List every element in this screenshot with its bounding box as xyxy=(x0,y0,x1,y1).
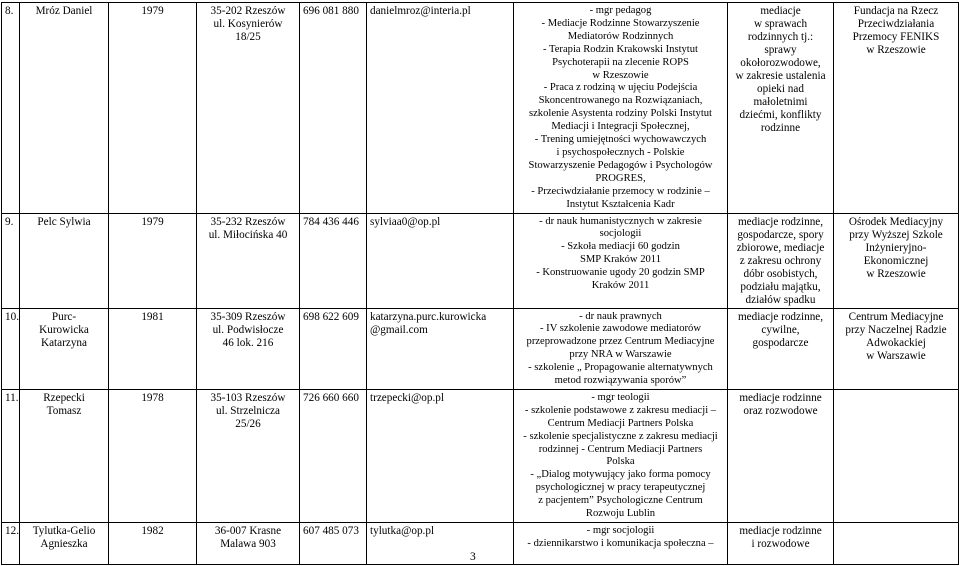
qualifications-line: w Rzeszowie xyxy=(592,69,649,81)
specialization-line: sprawy xyxy=(764,44,797,56)
mediator-name-line: Agnieszka xyxy=(40,538,88,550)
mediator-name-line: Kurowicka xyxy=(39,323,89,336)
mediator-name-cell xyxy=(20,213,109,308)
mediator-name-cell xyxy=(20,523,109,565)
email-address-line[interactable]: danielmroz@interia.pl xyxy=(370,5,471,17)
specialization-cell xyxy=(728,389,834,522)
qualifications-line: - „Dialog motywujący jako forma pomocy xyxy=(530,469,711,481)
qualifications-line: - szkolenie podstawowe z zakresu mediacji – xyxy=(524,404,717,416)
address-line: ul. Strzelnicza xyxy=(216,404,280,417)
birth-year: 1979 xyxy=(141,5,164,17)
address-line: 35-232 Rzeszów xyxy=(210,215,286,228)
qualifications-line: metod rozwiązywania sporów” xyxy=(554,375,687,387)
address-line: 18/25 xyxy=(235,31,261,43)
row-number: 9. xyxy=(5,215,14,228)
qualifications-line: Kraków 2011 xyxy=(591,280,650,292)
table-row xyxy=(2,3,959,214)
address-cell xyxy=(197,308,300,389)
organization-line: Ekonomicznej xyxy=(863,254,929,267)
table-row xyxy=(2,389,959,522)
birth-year: 1979 xyxy=(141,215,164,228)
address-cell xyxy=(197,213,300,308)
phone-number-cell xyxy=(300,523,367,565)
row-number-cell xyxy=(2,213,20,308)
qualifications-line: Rozwoju Lublin xyxy=(585,508,656,520)
mediator-name-cell xyxy=(20,389,109,522)
specialization-line: rodzinne xyxy=(760,122,801,134)
email-address-cell xyxy=(367,213,514,308)
qualifications-line: - Mediacje Rodzinne Stowarzyszenie xyxy=(541,17,700,29)
table-body xyxy=(2,3,959,565)
organization-cell xyxy=(834,308,959,389)
address-line: 35-202 Rzeszów xyxy=(210,5,286,17)
mediator-name-cell xyxy=(20,3,109,214)
email-address-line[interactable]: sylviaa0@op.pl xyxy=(370,215,441,228)
specialization-line: dóbr osobistych, xyxy=(743,267,818,280)
specialization-line: okołorozwodowe, xyxy=(740,57,821,69)
row-number-cell xyxy=(2,389,20,522)
qualifications-line: Psychoterapii na zlecenie ROPS xyxy=(552,56,689,68)
qualifications-line: - mgr pedagog xyxy=(589,5,652,16)
specialization-line: z zakresu ochrony xyxy=(739,254,822,267)
birth-year-cell xyxy=(109,389,197,522)
row-number: 11. xyxy=(5,391,19,404)
organization-line: Adwokackiej xyxy=(866,336,926,349)
specialization-line: podziału majątku, xyxy=(740,280,821,293)
phone-number: 726 660 660 xyxy=(303,391,359,404)
specialization-line: gospodarcze xyxy=(752,336,809,349)
address-line: 25/26 xyxy=(235,417,261,430)
mediator-name-line: Mróz Daniel xyxy=(35,5,93,17)
table-row xyxy=(2,308,959,389)
qualifications-line: socjologii xyxy=(599,228,642,240)
address-line: 36-007 Krasne xyxy=(214,525,282,537)
specialization-cell xyxy=(728,308,834,389)
organization-line: przy Wyższej Szkole xyxy=(849,228,943,241)
qualifications-cell xyxy=(514,213,728,308)
address-line: ul. Podwisłocze xyxy=(212,323,284,336)
specialization-line: mediacje rodzinne, xyxy=(737,310,824,323)
row-number: 8. xyxy=(5,5,14,17)
birth-year-cell xyxy=(109,3,197,214)
mediator-name-line: Tylutka-Gelio xyxy=(32,525,96,537)
qualifications-cell xyxy=(514,3,728,214)
qualifications-line: - Trening umiejętności wychowawczych xyxy=(534,134,707,146)
mediator-name-line: Purc- xyxy=(51,310,77,323)
address-cell xyxy=(197,523,300,565)
birth-year: 1982 xyxy=(141,525,164,537)
organization-line: Inżynieryjno- xyxy=(865,241,927,254)
organization-line: w Rzeszowie xyxy=(866,44,926,56)
specialization-line: dziećmi, konflikty xyxy=(739,109,822,121)
qualifications-line: Mediatorów Rodzinnych xyxy=(567,30,674,42)
specialization-line: zbiorowe, mediacje xyxy=(736,241,825,254)
qualifications-line: Polska xyxy=(606,456,635,468)
email-address-line[interactable]: tylutka@op.pl xyxy=(370,525,435,537)
table-row xyxy=(2,523,959,565)
qualifications-line: - Praca z rodziną w ujęciu Podejścia xyxy=(543,82,698,94)
specialization-line: mediacje rodzinne xyxy=(739,525,822,537)
qualifications-line: - Szkoła mediacji 60 godzin xyxy=(561,241,680,253)
email-address-cell xyxy=(367,389,514,522)
qualifications-line: Instytut Kształcenia Kadr xyxy=(566,198,675,210)
phone-number: 784 436 446 xyxy=(303,215,359,228)
address-line: 35-309 Rzeszów xyxy=(210,310,286,323)
qualifications-line: Skoncentrowanego na Rozwiązaniach, xyxy=(538,95,703,107)
birth-year: 1978 xyxy=(141,391,164,404)
qualifications-line: z pacjentem” Psychologiczne Centrum xyxy=(538,495,703,507)
row-number: 10. xyxy=(5,310,19,323)
specialization-line: opieki nad xyxy=(757,83,804,95)
phone-number: 607 485 073 xyxy=(303,525,359,537)
organization-line: Przemocy FENIKS xyxy=(852,31,940,43)
specialization-line: rodzinnych tj.: xyxy=(747,31,814,43)
specialization-cell xyxy=(728,523,834,565)
mediator-name-cell xyxy=(20,308,109,389)
qualifications-line: psychologicznej w pracy terapeutycznej xyxy=(535,482,706,494)
specialization-line: działów spadku xyxy=(745,293,816,306)
email-address-cell xyxy=(367,3,514,214)
address-cell xyxy=(197,3,300,214)
specialization-line: mediacje rodzinne xyxy=(739,391,822,404)
specialization-line: i rozwodowe xyxy=(751,538,810,550)
birth-year-cell xyxy=(109,308,197,389)
address-line: ul. Miłocińska 40 xyxy=(208,228,288,241)
qualifications-line: - szkolenie „ Propagowanie alternatywnych xyxy=(528,362,713,374)
address-cell xyxy=(197,389,300,522)
specialization-line: małoletnimi xyxy=(753,96,808,108)
specialization-line: cywilne, xyxy=(761,323,800,336)
qualifications-line: SMP Kraków 2011 xyxy=(579,254,662,266)
phone-number: 696 081 880 xyxy=(303,5,359,17)
qualifications-cell xyxy=(514,308,728,389)
phone-number-cell xyxy=(300,308,367,389)
phone-number-cell xyxy=(300,3,367,214)
specialization-cell xyxy=(728,3,834,214)
email-address-line[interactable]: trzepecki@op.pl xyxy=(370,391,444,404)
email-address-line[interactable]: @gmail.com xyxy=(370,323,428,336)
mediators-table xyxy=(1,2,959,565)
specialization-line: oraz rozwodowe xyxy=(743,404,818,417)
qualifications-line: przy NRA w Warszawie xyxy=(569,349,672,361)
mediator-name-line: Rzepecki xyxy=(43,391,85,404)
qualifications-line: - Przeciwdziałanie przemocy w rodzinie – xyxy=(531,185,710,197)
qualifications-line: - dziennikarstwo i komunikacja społeczna – xyxy=(527,537,714,549)
table-row xyxy=(2,213,959,308)
page-number: 3 xyxy=(470,551,476,563)
email-address-line[interactable]: katarzyna.purc.kurowicka xyxy=(370,310,487,323)
qualifications-cell xyxy=(514,523,728,565)
qualifications-line: - Konstruowanie ugody 20 godzin SMP xyxy=(536,267,705,279)
qualifications-line: - dr nauk prawnych xyxy=(579,310,662,322)
mediator-name-line: Katarzyna xyxy=(41,336,87,349)
qualifications-line: PROGRES, xyxy=(595,172,646,184)
specialization-line: w zakresie ustalenia xyxy=(735,70,826,82)
specialization-line: mediacje xyxy=(760,5,801,17)
specialization-line: mediacje rodzinne, xyxy=(737,215,824,228)
mediator-name-line: Tomasz xyxy=(46,404,82,417)
row-number-cell xyxy=(2,308,20,389)
address-line: ul. Kosynierów xyxy=(213,18,283,30)
qualifications-line: - mgr teologii xyxy=(591,391,650,403)
email-address-cell xyxy=(367,308,514,389)
specialization-cell xyxy=(728,213,834,308)
organization-cell xyxy=(834,213,959,308)
qualifications-line: i psychospołecznych - Polskie xyxy=(556,146,685,158)
organization-cell xyxy=(834,3,959,214)
organization-line: w Warszawie xyxy=(866,349,926,362)
phone-number-cell xyxy=(300,389,367,522)
organization-line: Centrum Mediacyjne xyxy=(848,310,944,323)
row-number: 12. xyxy=(5,525,19,537)
birth-year-cell xyxy=(109,523,197,565)
address-line: 35-103 Rzeszów xyxy=(210,391,286,404)
qualifications-line: przeprowadzone przez Centrum Mediacyjne xyxy=(526,336,715,348)
birth-year: 1981 xyxy=(141,310,164,323)
birth-year-cell xyxy=(109,213,197,308)
email-address-cell xyxy=(367,523,514,565)
qualifications-line: Mediacji i Integracji Społecznej, xyxy=(551,121,690,133)
organization-line: Przeciwdziałania xyxy=(857,18,935,30)
organization-line: przy Naczelnej Radzie xyxy=(845,323,947,336)
qualifications-line: Stowarzyszenie Pedagogów i Psychologów xyxy=(528,159,713,171)
phone-number: 698 622 609 xyxy=(303,310,359,323)
organization-cell xyxy=(834,523,959,565)
address-line: 46 lok. 216 xyxy=(222,336,274,349)
organization-line: w Rzeszowie xyxy=(866,267,926,280)
qualifications-cell xyxy=(514,389,728,522)
row-number-cell xyxy=(2,523,20,565)
qualifications-line: rodzinnej - Centrum Mediacji Partners xyxy=(538,443,703,455)
row-number-cell xyxy=(2,3,20,214)
mediator-name-line: Pelc Sylwia xyxy=(37,215,91,228)
organization-cell xyxy=(834,389,959,522)
qualifications-line: - mgr socjologii xyxy=(586,525,655,536)
specialization-line: gospodarcze, spory xyxy=(737,228,824,241)
phone-number-cell xyxy=(300,213,367,308)
specialization-line: w sprawach xyxy=(753,18,808,30)
qualifications-line: - szkolenie specjalistyczne z zakresu mediacji xyxy=(523,430,718,442)
qualifications-line: - dr nauk humanistycznych w zakresie xyxy=(539,215,702,227)
qualifications-line: szkolenie Asystenta rodziny Polski Instytut xyxy=(528,108,713,120)
qualifications-line: - Terapia Rodzin Krakowski Instytut xyxy=(543,43,698,55)
qualifications-line: Centrum Mediacji Partners Polska xyxy=(547,417,694,429)
qualifications-line: - IV szkolenie zawodowe mediatorów xyxy=(539,323,701,335)
address-line: Malawa 903 xyxy=(220,538,276,550)
organization-line: Ośrodek Mediacyjny xyxy=(848,215,944,228)
organization-line: Fundacja na Rzecz xyxy=(853,5,939,17)
